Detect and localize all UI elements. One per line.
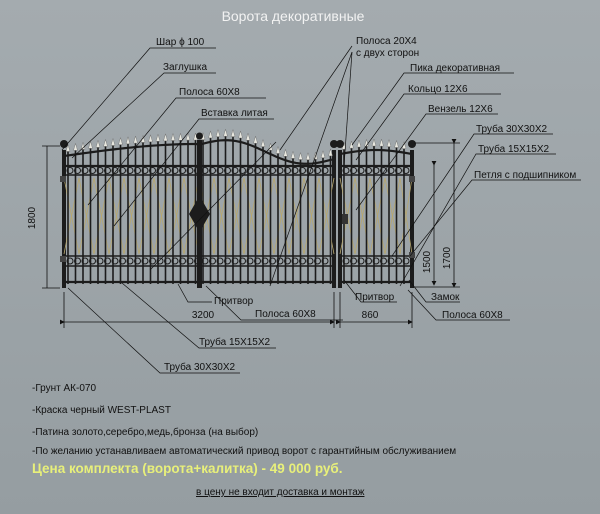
dim-height-inner: 1500	[422, 250, 433, 274]
note-automation: -По желанию устанавливаем автоматический привод ворот с гарантийным обслуживанием	[32, 446, 457, 457]
note-paint: -Краска черный WEST-PLAST	[32, 405, 171, 416]
wicket-spike	[350, 141, 354, 148]
note-patina: -Патина золото,серебро,медь,бронза (на выбор)	[32, 427, 259, 438]
gate-spike	[276, 146, 280, 153]
gate-spike	[149, 135, 153, 142]
label-monogram: Вензель 12Х6	[428, 104, 493, 115]
label-cast-insert: Вставка литая	[201, 108, 268, 119]
gate-spike	[209, 131, 213, 138]
wicket-spike	[357, 140, 361, 147]
wicket-spike	[395, 140, 399, 147]
label-jamb-gate: Притвор	[214, 296, 254, 307]
dim-width-gate: 3200	[191, 310, 215, 321]
gate-spike	[179, 133, 183, 140]
price-text: Цена комплекта (ворота+калитка) - 49 000 руб.	[32, 461, 343, 476]
dim-height-wicket: 1700	[442, 246, 453, 270]
dim-height-gate: 1800	[27, 206, 38, 230]
label-strip60-top: Полоса 60Х8	[179, 87, 240, 98]
label-ring: Кольцо 12Х6	[408, 84, 468, 95]
label-lock: Замок	[431, 292, 460, 303]
gate-spike	[104, 139, 108, 146]
gate-spike	[321, 151, 325, 158]
note-primer: -Грунт АК-070	[32, 383, 97, 394]
gate-spike	[284, 149, 288, 156]
label-jamb-wicket: Притвор	[355, 292, 395, 303]
gate-spike	[329, 149, 333, 156]
label-pipe30-right: Труба 30Х30Х2	[476, 124, 548, 135]
label-ball: Шар ϕ 100	[156, 37, 205, 48]
label-pipe30-bottom: Труба 30Х30Х2	[164, 362, 236, 373]
double-gate	[60, 129, 338, 288]
label-hinge: Петля с подшипником	[474, 170, 577, 181]
gate-hinge-top	[60, 176, 66, 182]
wicket-gate	[336, 139, 416, 288]
wicket-ball-left	[336, 140, 344, 148]
gate-spike	[171, 134, 175, 141]
lock-box	[342, 214, 348, 224]
gate-spike	[74, 143, 78, 150]
label-pipe15-bottom: Труба 15Х15Х2	[199, 337, 271, 348]
leader-lines	[62, 46, 581, 373]
gate-spike	[306, 153, 310, 160]
gate-spike	[96, 140, 100, 147]
gate-spike	[164, 134, 168, 141]
footnote: в цену не входит доставка и монтаж	[196, 487, 365, 498]
hinge-bottom	[409, 252, 415, 258]
wicket-spike	[380, 139, 384, 146]
label-spike: Пика декоративная	[410, 63, 501, 74]
gate-spike	[216, 130, 220, 137]
label-plug: Заглушка	[163, 62, 208, 73]
gate-spike	[254, 136, 258, 143]
gate-center-ornament	[189, 196, 210, 232]
gate-spike	[134, 136, 138, 143]
wicket-spike	[387, 140, 391, 147]
gate-spike	[231, 130, 235, 137]
page-title: Ворота декоративные	[221, 8, 365, 24]
gate-spike	[126, 137, 130, 144]
gate-spike	[291, 151, 295, 158]
label-strip60-gate: Полоса 60Х8	[255, 309, 316, 320]
wicket-post-left	[338, 150, 342, 288]
gate-spike	[299, 153, 303, 160]
wicket-spike	[372, 139, 376, 146]
dim-width-wicket: 860	[361, 310, 379, 321]
gate-spike	[111, 138, 115, 145]
gate-spike	[119, 138, 123, 145]
gate-spike	[239, 131, 243, 138]
gate-spike	[156, 134, 160, 141]
gate-spike	[246, 133, 250, 140]
label-strip20-line2: с двух сторон	[356, 48, 420, 59]
gate-post-left	[62, 150, 66, 288]
label-strip20-line1: Полоса 20Х4	[356, 36, 417, 47]
gate-hinge-bottom	[60, 256, 66, 262]
gate-center-ball	[196, 133, 203, 140]
label-strip60-wicket: Полоса 60Х8	[442, 310, 503, 321]
gate-spike	[224, 129, 228, 136]
label-pipe15-right: Труба 15Х15Х2	[478, 144, 550, 155]
hinge-top	[409, 176, 415, 182]
gate-post-right	[332, 150, 336, 288]
gate-spike	[261, 140, 265, 147]
wicket-ball-right	[408, 140, 416, 148]
